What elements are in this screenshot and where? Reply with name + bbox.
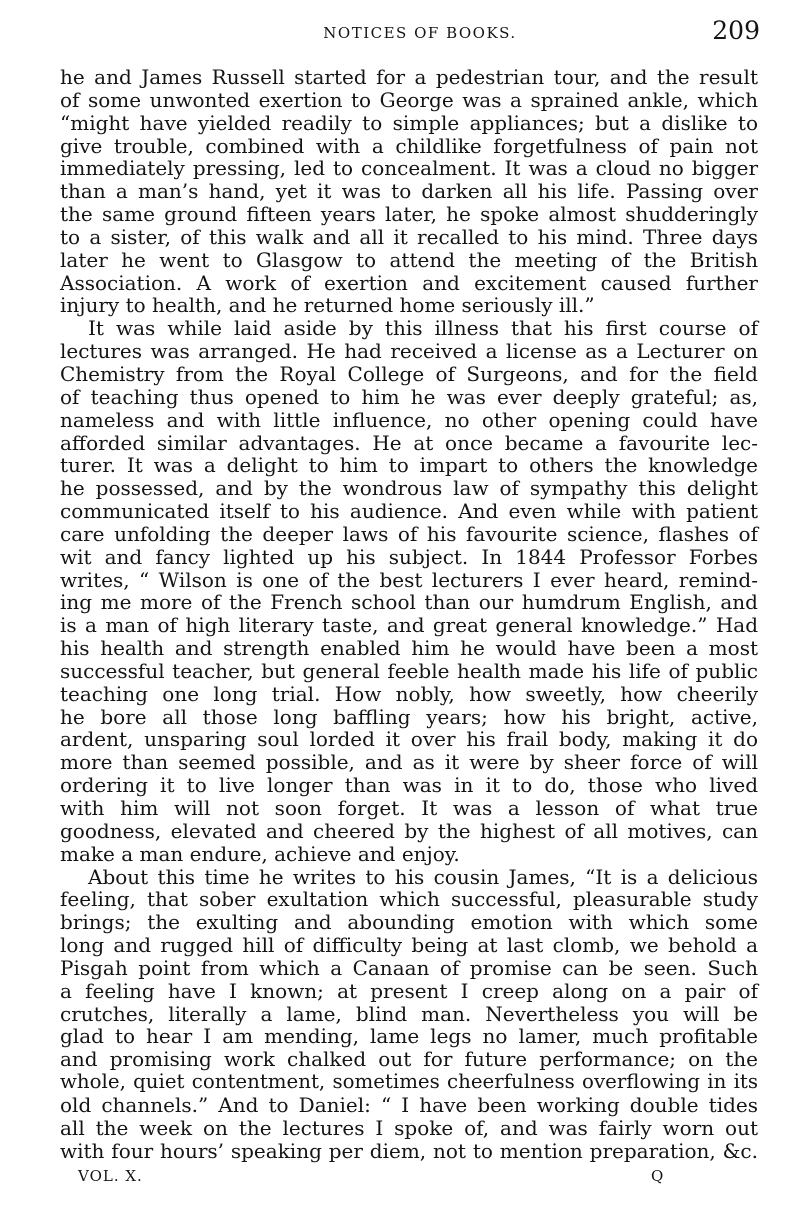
text-line: than a man’s hand, yet it was to darken all his life. Passing over	[60, 179, 758, 204]
paragraph-end-line: make a man endure, achieve and enjoy.	[60, 841, 460, 866]
volume-label: VOL. X.	[78, 1167, 143, 1185]
paragraph-end-line: injury to health, and he returned home seriously ill.”	[60, 293, 595, 318]
page-header	[60, 14, 760, 50]
paragraph-start-line: It was while laid aside by this illness that his first course of	[88, 316, 758, 341]
text-line: a feeling have I known; at present I creep along on a pair of	[60, 978, 758, 1003]
body-text	[60, 66, 758, 1163]
text-line: immediately pressing, led to concealment. It was a cloud no bigger	[60, 156, 758, 181]
text-line: he bore all those long baffling years; how his bright, active,	[60, 704, 758, 729]
text-line: ing me more of the French school than our humdrum English, and	[60, 590, 758, 615]
text-line: writes, “ Wilson is one of the best lecturers I ever heard, remind-	[60, 567, 758, 592]
text-line: of some unwonted exertion to George was a sprained ankle, which	[60, 87, 758, 112]
text-line: successful teacher, but general feeble health made his life of public	[60, 658, 758, 683]
text-line: lectures was arranged. He had received a license as a Lecturer on	[60, 339, 758, 364]
text-line: ardent, unsparing soul lorded it over his frail body, making it do	[60, 727, 758, 752]
text-line: Association. A work of exertion and excitement caused further	[60, 270, 758, 295]
text-line: to a sister, of this walk and all it recalled to his mind. Three days	[60, 224, 758, 249]
text-line: he possessed, and by the wondrous law of sympathy this delight	[60, 476, 758, 501]
text-line: care unfolding the deeper laws of his favourite science, flashes of	[60, 521, 758, 546]
page-footer	[78, 1167, 678, 1191]
text-line: and promising work chalked out for future performance; on the	[60, 1047, 758, 1072]
text-line: more than seemed possible, and as it were by sheer force of will	[60, 750, 758, 775]
text-line: turer. It was a delight to him to impart to others the knowledge	[60, 453, 758, 478]
text-line: crutches, literally a lame, blind man. Nevertheless you will be	[60, 1001, 758, 1026]
text-line: with four hours’ speaking per diem, not to mention preparation, &c.	[60, 1138, 758, 1163]
text-line: old channels.” And to Daniel: “ I have been working double tides	[60, 1092, 758, 1117]
paragraph-start-line: About this time he writes to his cousin James, “It is a delicious	[88, 864, 758, 889]
text-line: Pisgah point from which a Canaan of promise can be seen. Such	[60, 955, 758, 980]
text-line: nameless and with little influence, no other opening could have	[60, 407, 758, 432]
text-line: give trouble, combined with a childlike forgetfulness of pain not	[60, 133, 758, 158]
signature-mark: Q	[651, 1167, 664, 1185]
text-line: all the week on the lectures I spoke of, and was fairly worn out	[60, 1115, 758, 1140]
text-line: is a man of high literary taste, and great general knowledge.” Had	[60, 613, 758, 638]
text-line: of teaching thus opened to him he was ever deeply grateful; as,	[60, 384, 758, 409]
text-line: Chemistry from the Royal College of Surgeons, and for the field	[60, 361, 758, 386]
text-line: he and James Russell started for a pedestrian tour, and the result	[60, 65, 758, 89]
text-line: brings; the exulting and abounding emotion with which some	[60, 910, 758, 935]
page-number: 209	[712, 16, 760, 45]
text-line: teaching one long trial. How nobly, how sweetly, how cheerily	[60, 681, 758, 706]
text-line: long and rugged hill of difficulty being at last clomb, we behold a	[60, 933, 758, 958]
text-line: later he went to Glasgow to attend the meeting of the British	[60, 247, 758, 272]
text-line: whole, quiet contentment, sometimes cheerfulness overflowing in its	[60, 1070, 758, 1094]
text-line: wit and fancy lighted up his subject. In 1844 Professor Forbes	[60, 544, 758, 569]
text-line: glad to hear I am mending, lame legs no lamer, much profitable	[60, 1024, 758, 1049]
text-line: the same ground fifteen years later, he spoke almost shudderingly	[60, 202, 758, 227]
text-line: his health and strength enabled him he would have been a most	[60, 636, 758, 661]
running-title: NOTICES OF BOOKS.	[323, 24, 517, 42]
text-line: goodness, elevated and cheered by the highest of all motives, can	[60, 818, 758, 843]
text-line: feeling, that sober exultation which successful, pleasurable study	[60, 887, 758, 912]
text-line: communicated itself to his audience. And even while with patient	[60, 499, 758, 524]
text-line: with him will not soon forget. It was a lesson of what true	[60, 796, 758, 820]
text-line: ordering it to live longer than was in it to do, those who lived	[60, 773, 758, 798]
text-line: afforded similar advantages. He at once became a favourite lec-	[60, 430, 758, 455]
text-line: “might have yielded readily to simple appliances; but a dislike to	[60, 110, 758, 135]
